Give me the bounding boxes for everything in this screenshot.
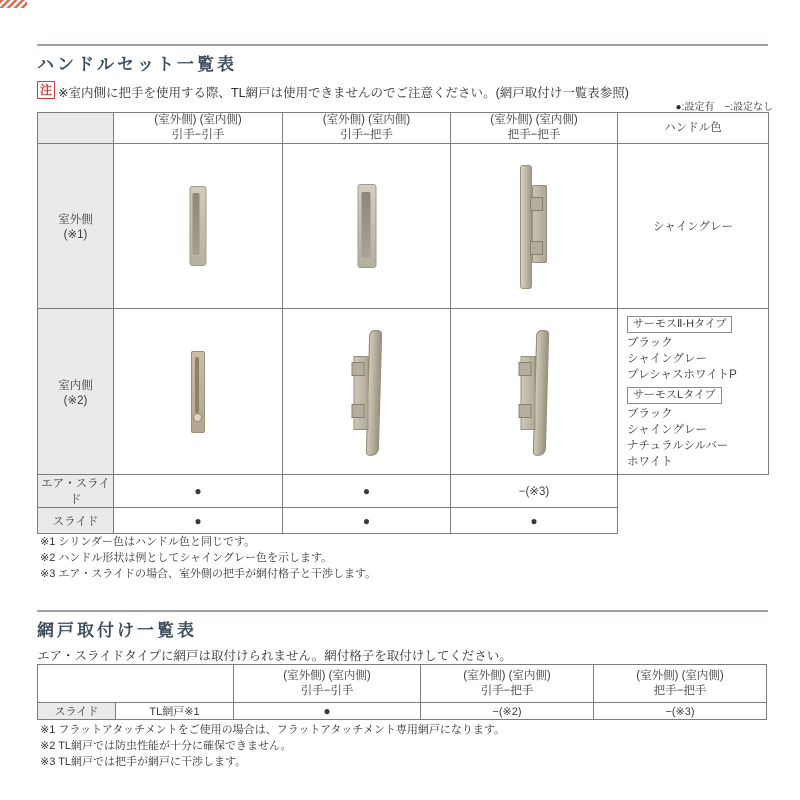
indoor-pull-grip-cell: [283, 309, 451, 475]
screen-door-table: [37, 664, 767, 720]
header-sides-label: (室外側) (室内側): [636, 669, 724, 682]
row-label-text: 室内側: [58, 379, 93, 392]
color-option: ブラック: [627, 337, 673, 349]
tl-screen-cell: TL網戸※1: [116, 703, 234, 720]
header-sides-label: (室外側) (室内側): [490, 114, 578, 127]
header-grip-grip: [594, 665, 767, 703]
air-slide-pull-pull-cell: ●: [114, 475, 283, 508]
outdoor-color-cell: シャイングレー: [618, 144, 769, 309]
air-slide-row: [38, 475, 769, 508]
note-text: ※室内側に把手を使用する際、TL網戸は使用できませんのでご注意ください。(網戸取付け一覧表参照): [58, 86, 629, 100]
handle-mount: [530, 241, 543, 255]
footnote-3: ※3 エア・スライドの場合、室外側の把手が網付格子と干渉します。: [40, 568, 377, 580]
section-divider-line: [37, 44, 768, 46]
header-grip-grip: [451, 113, 618, 144]
header-combo-label: 引手−引手: [171, 129, 225, 141]
empty-area: [618, 508, 769, 534]
legend-none: −:設定なし: [724, 102, 773, 113]
section-divider-line: [37, 610, 768, 612]
header-pull-pull: [114, 113, 283, 144]
section1-title: ハンドルセット一覧表: [37, 55, 237, 74]
indoor-side-row: [38, 309, 769, 475]
indoor-pull-pull-cell: [114, 309, 283, 475]
screen-pull-pull-cell: ●: [234, 703, 421, 720]
outdoor-grip-handle-image: [520, 165, 548, 287]
handle-set-table: [37, 112, 769, 534]
outdoor-row-label: [38, 144, 114, 309]
handle-mount: [351, 362, 364, 376]
slide-screen-row: [38, 703, 767, 720]
outdoor-pull-grip-cell: [283, 144, 451, 309]
outdoor-flush-pull-handle-image: [357, 184, 376, 268]
slide-row-label: スライド: [38, 703, 116, 720]
header-pull-grip: [283, 113, 451, 144]
header-sides-label: (室外側) (室内側): [283, 669, 371, 682]
slide-row: [38, 508, 769, 534]
header-empty-cell: [38, 665, 234, 703]
section2-intro: エア・スライドタイプに網戸は取付けられません。網付格子を取付けしてください。: [37, 649, 512, 663]
header-combo-label: 引手−把手: [340, 129, 393, 141]
handle-mount: [519, 362, 532, 376]
color-option: シャイングレー: [627, 424, 708, 436]
air-slide-row-label: エア・スライド: [38, 475, 114, 508]
header-empty-cell: [38, 113, 114, 144]
footnote-2: ※2 TL網戸では防虫性能が十分に確保できません。: [40, 740, 292, 752]
footnote-1: ※1 フラットアタッチメントをご使用の場合は、フラットアタッチメント専用網戸になります。: [40, 724, 505, 736]
header-sides-label: (室外側) (室内側): [463, 669, 551, 682]
color-option: ナチュラルシルバー: [627, 440, 729, 452]
handle-mount: [530, 197, 543, 211]
outdoor-side-row: [38, 144, 769, 309]
handle-mount: [351, 404, 364, 418]
slide-pull-pull-cell: ●: [114, 508, 283, 534]
outdoor-pull-pull-cell: [114, 144, 283, 309]
outdoor-flush-pull-handle-image: [190, 186, 207, 266]
slide-grip-grip-cell: ●: [451, 508, 618, 534]
table-header-row: [38, 665, 767, 703]
screen-pull-grip-cell: −(※2): [421, 703, 594, 720]
footnote-1: ※1 シリンダー色はハンドル色と同じです。: [40, 536, 256, 548]
air-slide-pull-grip-cell: ●: [283, 475, 451, 508]
slide-pull-grip-cell: ●: [283, 508, 451, 534]
series-type-badge: サーモスLタイプ: [627, 387, 722, 404]
note-badge: 注: [37, 81, 55, 99]
header-combo-label: 把手−把手: [507, 129, 561, 141]
row-label-note: (※2): [63, 394, 88, 407]
page-corner-stripe-mark: [0, 0, 27, 8]
handle-mount: [519, 404, 532, 418]
indoor-grip-handle-image: [352, 330, 381, 454]
table-header-row: [38, 113, 769, 144]
indoor-row-label: [38, 309, 114, 475]
screen-grip-grip-cell: −(※3): [594, 703, 767, 720]
outdoor-grip-grip-cell: [451, 144, 618, 309]
header-combo-label: 引手−把手: [480, 684, 534, 697]
header-combo-label: 把手−把手: [653, 684, 707, 697]
color-option: プレシャスホワイトP: [627, 369, 737, 381]
indoor-grip-handle-image: [520, 330, 549, 454]
color-option: ホワイト: [627, 456, 673, 468]
footnote-3: ※3 TL網戸では把手が網戸に干渉します。: [40, 756, 247, 768]
header-handle-color: ハンドル色: [618, 113, 769, 144]
series-type-badge: サーモスⅡ-Hタイプ: [627, 316, 732, 333]
indoor-grip-grip-cell: [451, 309, 618, 475]
indoor-flush-pull-handle-image: [191, 351, 205, 433]
handle-bar: [520, 165, 532, 289]
empty-area: [618, 475, 769, 508]
header-combo-label: 引手−引手: [300, 684, 354, 697]
air-slide-grip-grip-cell: −(※3): [451, 475, 618, 508]
slide-row-label: スライド: [38, 508, 114, 534]
legend: [676, 98, 773, 113]
header-pull-pull: [234, 665, 421, 703]
color-option: ブラック: [627, 408, 673, 420]
footnote-2: ※2 ハンドル形状は例としてシャイングレー色を示します。: [40, 552, 333, 564]
color-option: シャイングレー: [627, 353, 708, 365]
indoor-color-cell: [618, 309, 769, 475]
header-sides-label: (室外側) (室内側): [154, 114, 242, 127]
row-label-text: 室外側: [58, 214, 93, 226]
header-sides-label: (室外側) (室内側): [322, 114, 411, 127]
row-label-note: (※1): [63, 229, 88, 241]
section2-title: 網戸取付け一覧表: [37, 621, 197, 640]
legend-available: ●:設定有: [675, 102, 715, 113]
header-pull-grip: [421, 665, 594, 703]
